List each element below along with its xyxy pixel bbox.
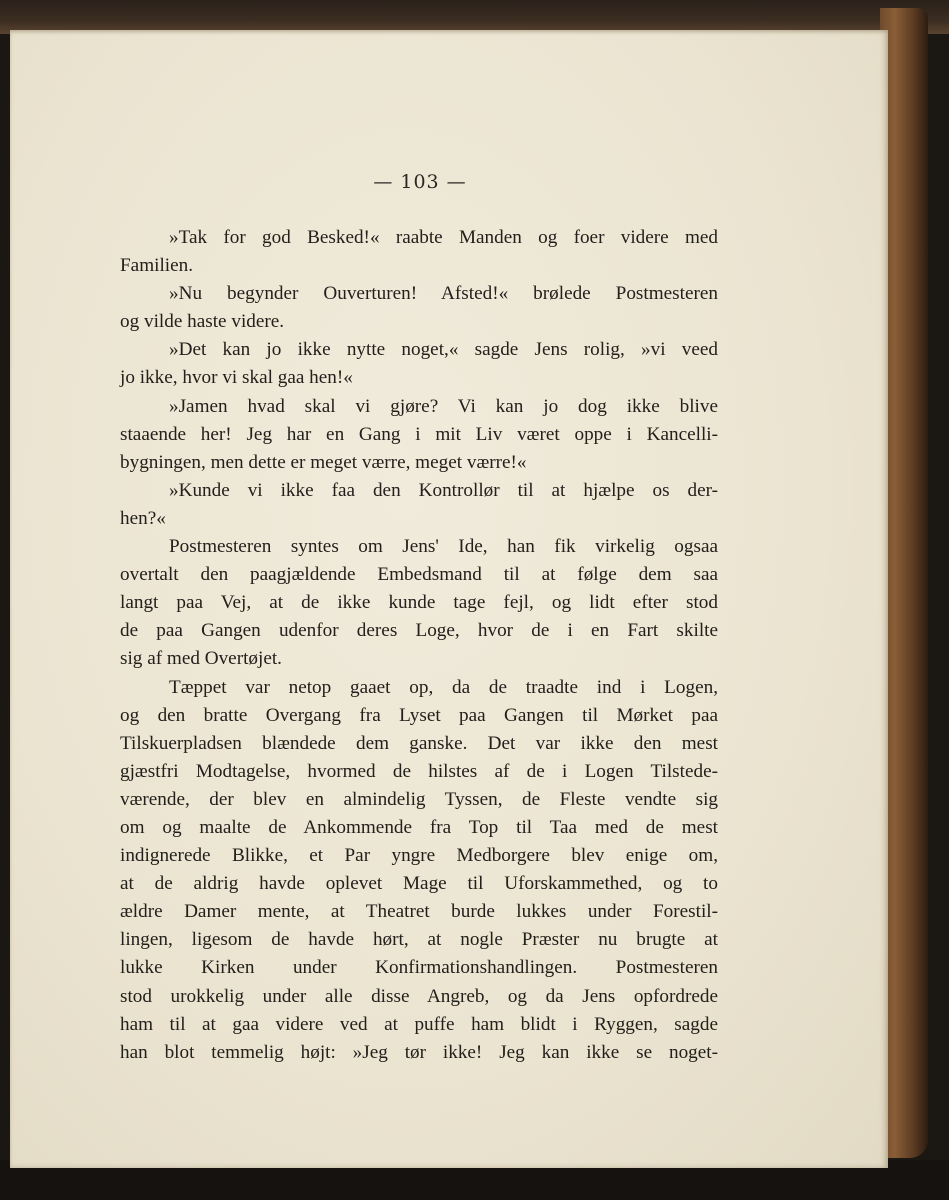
text-line: værende, der blev en almindelig Tyssen, de Fleste vendte sig [120,788,718,810]
text-line: ham til at gaa videre ved at puffe ham blidt i Ryggen, sagde [120,1013,718,1035]
text-line: de paa Gangen udenfor deres Loge, hvor de i en Fart skilte [120,620,718,642]
text-line: at de aldrig havde oplevet Mage til Uforskammethed, og to [120,873,718,895]
page-number: — 103 — [373,171,467,193]
book-cover-top-edge [0,0,949,34]
text-line: »Tak for god Besked!« raabte Manden og foer videre med [169,227,718,248]
text-line: og den bratte Overgang fra Lyset paa Gangen til Mørket paa [120,704,718,726]
text-line: Tilskuerpladsen blændede dem ganske. Det var ikke den mest [120,732,718,754]
text-line: langt paa Vej, at de ikke kunde tage fejl, og lidt efter stod [120,592,718,614]
text-line: lukke Kirken under Konfirmationshandlingen. Postmesteren [120,957,718,979]
text-line: og vilde haste videre. [120,311,285,333]
text-line: han blot temmelig højt: »Jeg tør ikke! Jeg kan ikke se noget- [120,1041,718,1063]
text-line: ældre Damer mente, at Theatret burde lukkes under Forestil- [120,901,718,923]
text-line: »Nu begynder Ouverturen! Afsted!« brølede Postmesteren [169,283,718,305]
page-text [120,224,718,1067]
text-line: indignerede Blikke, et Par yngre Medborgere blev enige om, [120,845,718,867]
text-line: lingen, ligesom de havde hørt, at nogle Præster nu brugte at [120,929,718,951]
text-line: stod urokkelig under alle disse Angreb, og da Jens opfordrede [120,985,718,1007]
text-line: »Det kan jo ikke nytte noget,« sagde Jens rolig, »vi veed [169,339,718,361]
text-line: »Jamen hvad skal vi gjøre? Vi kan jo dog ikke blive [169,395,718,417]
text-line: Postmesteren syntes om Jens' Ide, han fik virkelig ogsaa [169,536,718,558]
text-line: Tæppet var netop gaaet op, da de traadte ind i Logen, [169,676,718,698]
text-line: staaende her! Jeg har en Gang i mit Liv været oppe i Kancelli- [120,423,718,445]
book-page [10,30,888,1168]
text-line: Familien. [120,255,194,277]
text-line: »Kunde vi ikke faa den Kontrollør til at hjælpe os der- [169,479,718,501]
text-line: gjæstfri Modtagelse, hvormed de hilstes af de i Logen Tilstede- [120,760,718,782]
text-line: om og maalte de Ankommende fra Top til Taa med de mest [120,816,718,838]
text-line: bygningen, men dette er meget værre, meget værre!« [120,451,527,473]
text-line: jo ikke, hvor vi skal gaa hen!« [120,367,353,389]
text-line: sig af med Overtøjet. [120,648,282,670]
text-line: overtalt den paagjældende Embedsmand til at følge dem saa [120,564,718,586]
text-line: hen?« [120,507,166,529]
